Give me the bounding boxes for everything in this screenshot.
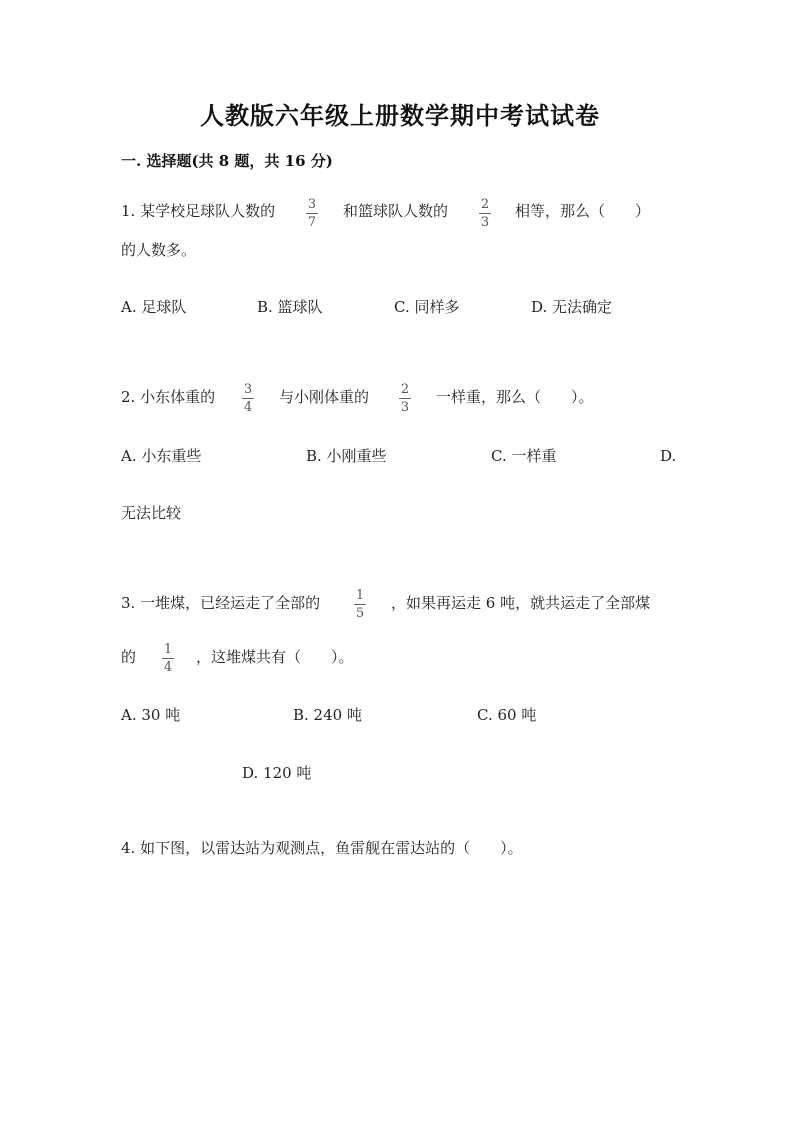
q2-option-d-label[interactable]: D. [660, 447, 677, 465]
q2-text-part3: 一样重，那么（ ）。 [436, 388, 594, 406]
page-title: 人教版六年级上册数学期中考试试卷 [200, 101, 600, 130]
q1-option-a[interactable]: A. 足球队 [121, 298, 187, 316]
q3-frac1-numerator: 1 [355, 588, 365, 603]
q3-option-c[interactable]: C. 60 吨 [477, 706, 537, 724]
q2-text-part2: 与小刚体重的 [279, 388, 370, 406]
q2-frac1-numerator: 3 [243, 382, 253, 397]
q3-frac1-denominator: 5 [355, 606, 365, 621]
q2-option-a[interactable]: A. 小东重些 [121, 447, 202, 465]
q1-option-d[interactable]: D. 无法确定 [531, 298, 613, 316]
q4-text: 4. 如下图，以雷达站为观测点，鱼雷舰在雷达站的（ ）。 [121, 839, 523, 857]
q1-frac2-denominator: 3 [480, 215, 490, 230]
q3-text-part1: 3. 一堆煤，已经运走了全部的 [121, 594, 321, 612]
fraction-bar [354, 604, 366, 605]
q3-option-b[interactable]: B. 240 吨 [293, 706, 362, 724]
q3-text-part2: ，如果再运走 6 吨，就共运走了全部煤 [391, 594, 651, 612]
q3-fraction-1 [352, 589, 368, 620]
fraction-bar [399, 398, 411, 399]
q2-option-c[interactable]: C. 一样重 [491, 447, 557, 465]
q1-frac2-numerator: 2 [480, 197, 490, 212]
q1-option-b[interactable]: B. 篮球队 [257, 298, 323, 316]
q2-fraction-1 [240, 383, 256, 414]
q2-fraction-2 [397, 383, 413, 414]
fraction-bar [242, 398, 254, 399]
q2-text-part1: 2. 小东体重的 [121, 388, 216, 406]
q1-frac1-numerator: 3 [307, 197, 317, 212]
q1-option-c[interactable]: C. 同样多 [394, 298, 460, 316]
q1-frac1-denominator: 7 [307, 215, 317, 230]
q3-option-a[interactable]: A. 30 吨 [121, 706, 181, 724]
q1-text-part1: 1. 某学校足球队人数的 [121, 202, 276, 220]
q3-text-line2-a: 的 [121, 648, 137, 666]
q3-fraction-2 [160, 643, 176, 674]
fraction-bar [479, 213, 491, 214]
q3-option-d[interactable]: D. 120 吨 [242, 764, 312, 782]
fraction-bar [306, 213, 318, 214]
q2-frac2-numerator: 2 [400, 382, 410, 397]
q2-frac1-denominator: 4 [243, 400, 253, 415]
q1-fraction-2 [477, 198, 493, 229]
q2-frac2-denominator: 3 [400, 400, 410, 415]
section-heading: 一. 选择题(共 8 题，共 16 分) [121, 152, 333, 170]
q1-text-part3: 相等，那么（ ） [515, 202, 651, 220]
q3-frac2-numerator: 1 [163, 642, 173, 657]
q3-frac2-denominator: 4 [163, 660, 173, 675]
q2-option-b[interactable]: B. 小刚重些 [306, 447, 387, 465]
fraction-bar [162, 658, 174, 659]
q1-fraction-1 [304, 198, 320, 229]
q1-text-line2: 的人数多。 [121, 241, 197, 259]
q2-option-d-text[interactable]: 无法比较 [121, 504, 182, 522]
q1-text-part2: 和篮球队人数的 [343, 202, 449, 220]
q3-text-line2-b: ，这堆煤共有（ ）。 [196, 648, 354, 666]
